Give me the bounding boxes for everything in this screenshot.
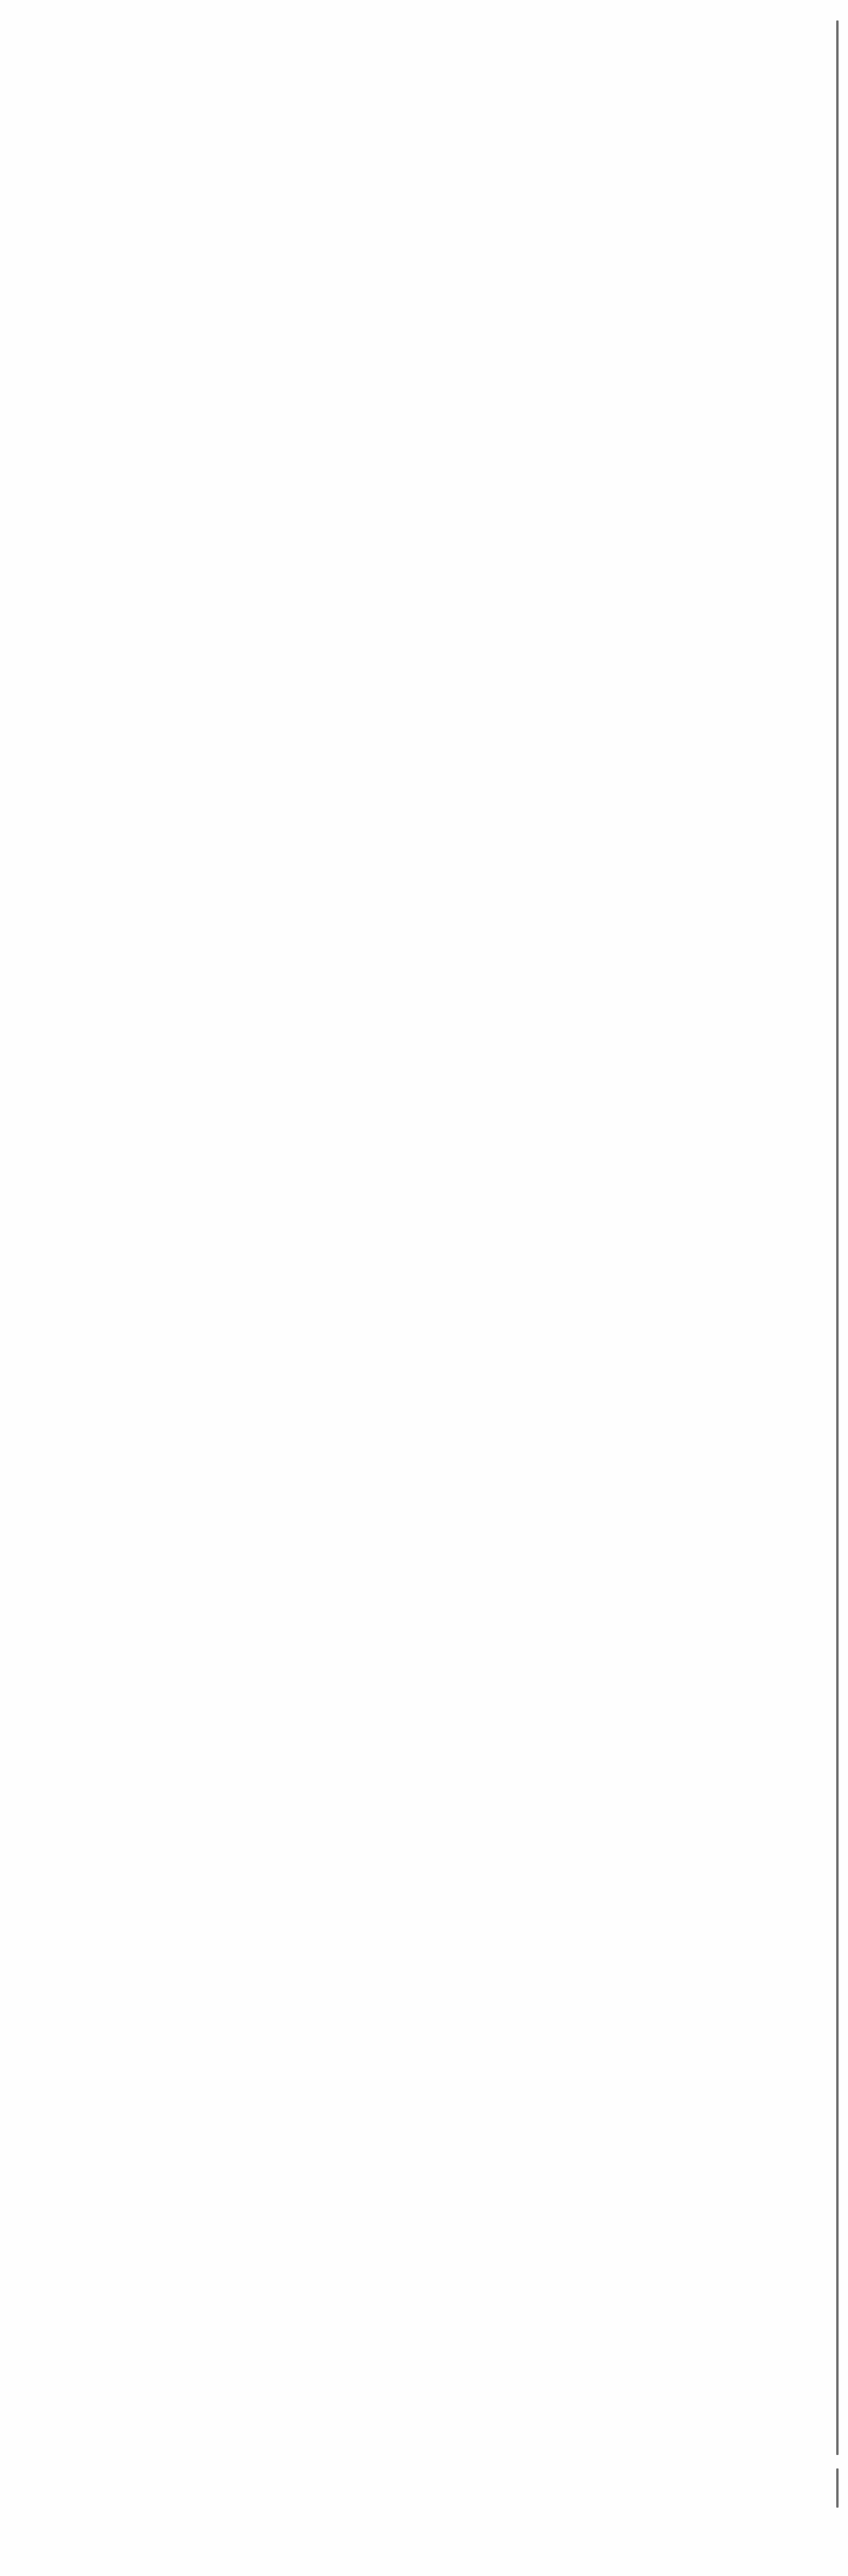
- vertical-scrollbar-track[interactable]: [836, 20, 839, 2455]
- vertical-scrollbar-thumb[interactable]: [836, 20, 839, 2455]
- vertical-scrollbar-end-handle[interactable]: [836, 2468, 839, 2508]
